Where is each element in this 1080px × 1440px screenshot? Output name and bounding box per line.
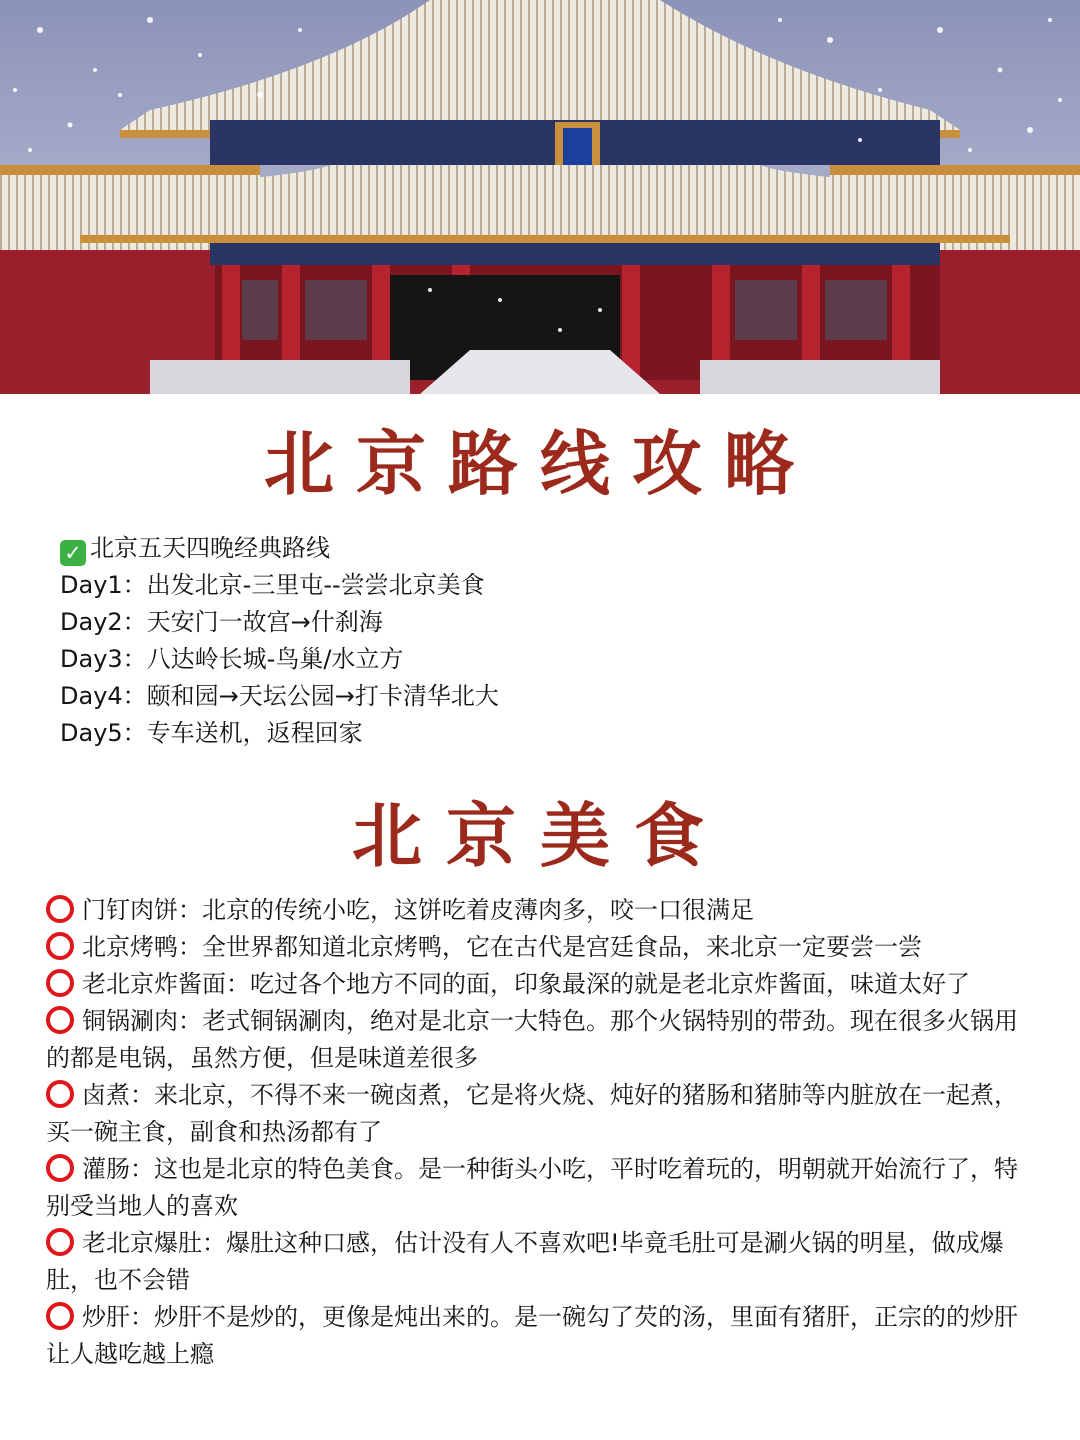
route-day-4: Day4：颐和园→天坛公园→打卡清华北大 [60,682,499,710]
food-item-text: 铜锅涮肉：老式铜锅涮肉，绝对是北京一大特色。那个火锅特别的带劲。现在很多火锅用的都是电锅，虽然方便，但是味道差很多 [46,1007,1018,1072]
route-guide-title: 北京路线攻略 [264,423,816,505]
food-list [46,892,1036,1373]
food-item-text: 卤煮：来北京，不得不来一碗卤煮，它是将火烧、炖好的猪肠和猪肺等内脏放在一起煮，买一碗主食，副食和热汤都有了 [46,1081,1018,1146]
food-item-mending-roubing [46,892,1036,929]
red-circle-icon [46,1302,74,1330]
red-circle-icon [46,1080,74,1108]
route-day-3: Day3：八达岭长城-鸟巢/水立方 [60,645,404,673]
red-circle-icon [46,932,74,960]
food-item-roast-duck [46,929,1036,966]
food-item-text: 老北京爆肚：爆肚这种口感，估计没有人不喜欢吧!毕竟毛肚可是涮火锅的明星，做成爆肚，也不会错 [46,1229,1004,1294]
route-day-1: Day1：出发北京-三里屯--尝尝北京美食 [60,571,485,599]
check-mark-icon: ✓ [60,540,86,566]
route-section [60,530,499,752]
route-heading-text: 北京五天四晚经典路线 [90,534,330,562]
food-item-text: 灌肠：这也是北京的特色美食。是一种街头小吃，平时吃着玩的，明朝就开始流行了，特别受当地人的喜欢 [46,1155,1018,1220]
red-circle-icon [46,969,74,997]
red-circle-icon [46,1006,74,1034]
food-item-text: 北京烤鸭：全世界都知道北京烤鸭，它在古代是宫廷食品，来北京一定要尝一尝 [82,933,922,961]
food-item-text: 老北京炸酱面：吃过各个地方不同的面，印象最深的就是老北京炸酱面，味道太好了 [82,970,970,998]
red-circle-icon [46,1228,74,1256]
food-item-text: 炒肝：炒肝不是炒的，更像是炖出来的。是一碗勾了芡的汤，里面有猪肝，正宗的的炒肝让人越吃越上瘾 [46,1303,1018,1368]
food-title: 北京美食 [352,795,728,877]
food-item-copper-hotpot [46,1003,1036,1077]
food-item-guanchang [46,1151,1036,1225]
food-item-chaogan [46,1299,1036,1373]
food-item-zhajiangmian [46,966,1036,1003]
hero-palace-image [0,0,1080,394]
red-circle-icon [46,1154,74,1182]
route-day-2: Day2：天安门一故宫→什刹海 [60,608,383,636]
food-item-luzhu [46,1077,1036,1151]
route-heading [60,530,499,567]
route-day-5: Day5：专车送机，返程回家 [60,719,363,747]
food-item-baodu [46,1225,1036,1299]
food-item-text: 门钉肉饼：北京的传统小吃，这饼吃着皮薄肉多，咬一口很满足 [82,896,754,924]
red-circle-icon [46,895,74,923]
